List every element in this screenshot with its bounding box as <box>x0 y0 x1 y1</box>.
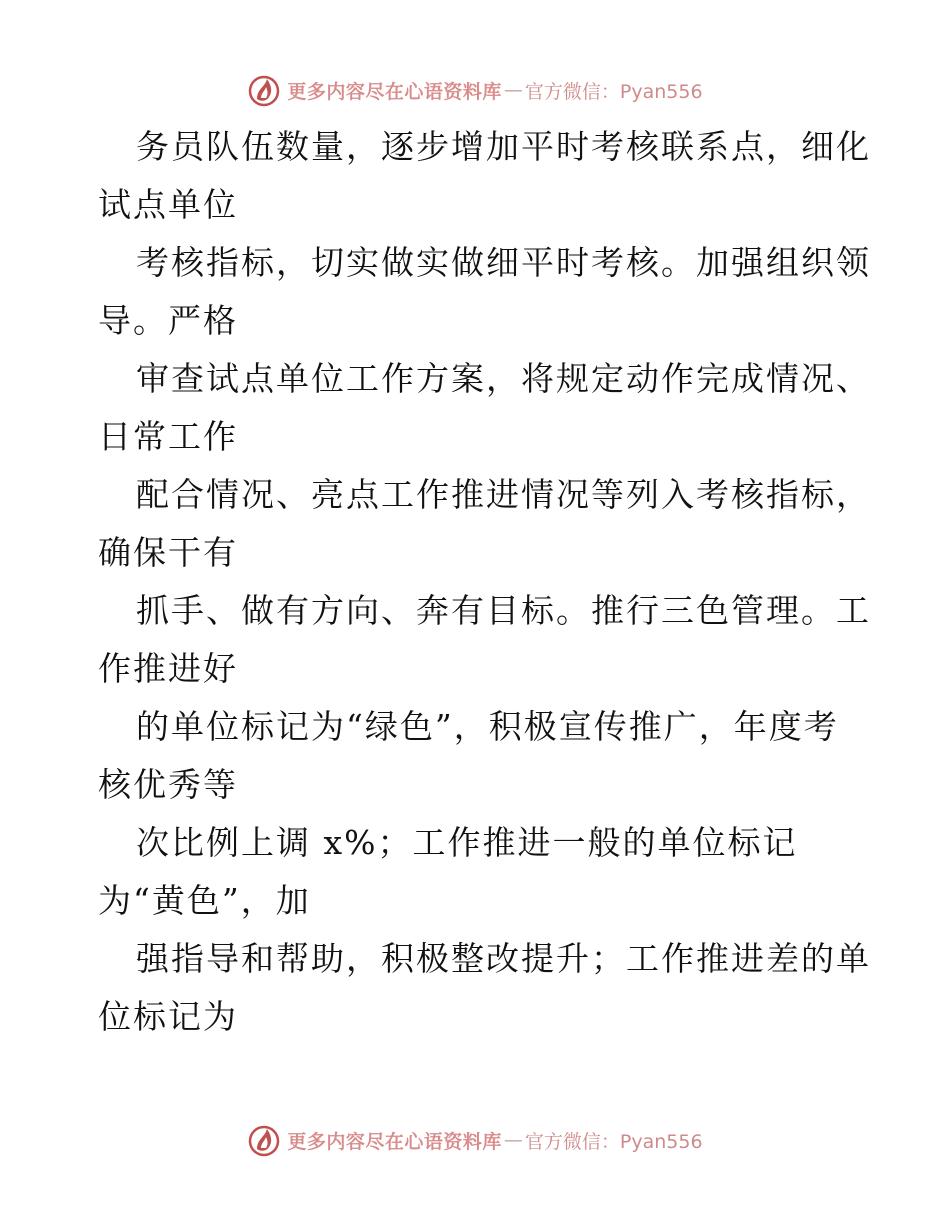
body-line-pair <box>98 118 871 234</box>
body-line: 的单位标记为“绿色”，积极宣传推广，年度考 <box>136 707 839 746</box>
body-line: 日常工作 <box>98 417 238 456</box>
body-line: 导。严格 <box>98 301 238 340</box>
footer-watermark <box>0 1120 950 1160</box>
document-body <box>98 118 871 1046</box>
body-line-pair <box>98 350 871 466</box>
body-line-pair <box>98 698 858 814</box>
body-line: 考核指标，切实做实做细平时考核。加强组织领 <box>136 243 871 282</box>
body-line-pair <box>98 930 871 1046</box>
watermark-brand: 更多内容尽在心语资料库 <box>287 80 502 103</box>
body-line: 配合情况、亮点工作推进情况等列入考核指标， <box>136 475 871 514</box>
watermark-separator: — <box>503 79 523 101</box>
header-watermark <box>0 70 950 110</box>
body-line: 审查试点单位工作方案，将规定动作完成情况、 <box>136 359 871 398</box>
body-line: 强指导和帮助，积极整改提升；工作推进差的单 <box>136 939 871 978</box>
body-line: 试点单位 <box>98 185 238 224</box>
body-line: 为“黄色”，加 <box>98 881 311 920</box>
flame-logo-icon <box>247 73 281 107</box>
body-line: 核优秀等 <box>98 765 238 804</box>
body-line: 确保干有 <box>98 533 238 572</box>
body-line: 作推进好 <box>98 649 238 688</box>
body-line-pair <box>98 582 871 698</box>
body-line-pair <box>98 234 871 350</box>
body-line: 务员队伍数量，逐步增加平时考核联系点，细化 <box>136 127 871 166</box>
body-line-pair <box>98 814 858 930</box>
body-line: 次比例上调 x%；工作推进一般的单位标记 <box>136 823 798 862</box>
watermark-brand: 更多内容尽在心语资料库 <box>287 1130 502 1153</box>
body-line: 位标记为 <box>98 997 238 1036</box>
watermark-separator: — <box>503 1129 523 1151</box>
flame-logo-icon <box>247 1123 281 1157</box>
body-line: 抓手、做有方向、奔有目标。推行三色管理。工 <box>136 591 871 630</box>
body-line-pair <box>98 466 871 582</box>
watermark-wechat: 官方微信：Pyan556 <box>524 1130 703 1153</box>
watermark-wechat: 官方微信：Pyan556 <box>524 80 703 103</box>
